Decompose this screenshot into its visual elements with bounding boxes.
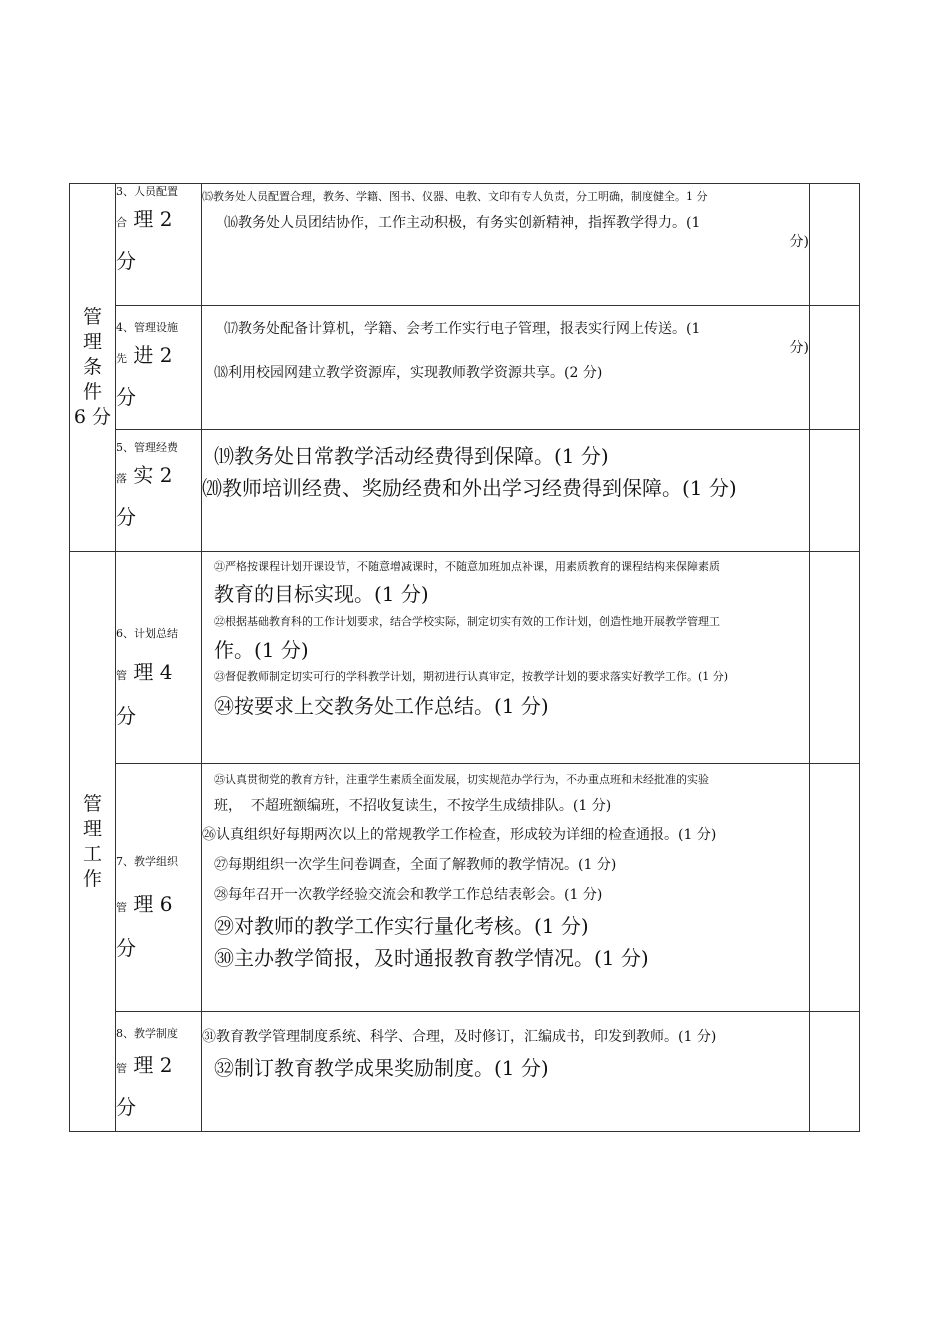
item-cell: 4、管理设施 先 进 2 分	[116, 306, 202, 430]
item-cell: 8、教学制度 管 理 2 分	[116, 1012, 202, 1132]
content-cell: ⒆教务处日常教学活动经费得到保障。(1 分) ⒇教师培训经费、奖励经费和外出学习经费得到保障。(1 分)	[202, 430, 810, 552]
table-row	[70, 764, 860, 1012]
score-cell	[810, 552, 860, 764]
category-cell: 管 理 条 件 6 分	[70, 184, 116, 552]
score-cell	[810, 306, 860, 430]
score-cell	[810, 430, 860, 552]
content-cell: ㉑严格按课程计划开课设节，不随意增减课时，不随意加班加点补课，用素质教育的课程结构来保障素质 教育的目标实现。(1 分) ㉒根据基础教育科的工作计划要求，结合学校实际，制定切实有效的工作计划，创造性地开展教学管理工 作。(1 分) ㉓督促教师制定切实可行的学科教学计划，期初进行认真审定，按教学计划的要求落实好教学工作。(1 分) ㉔按要求上交教务处工作总结。(1 分)	[202, 552, 810, 764]
item-cell: 5、管理经费 落 实 2 分	[116, 430, 202, 552]
content-cell: ⒂教务处人员配置合理，教务、学籍、图书、仪器、电教、文印有专人负责，分工明确，制度健全。1 分 ⒃教务处人员团结协作，工作主动积极，有务实创新精神，指挥教学得力。(1 分)	[202, 184, 810, 306]
item-cell: 3、人员配置 合 理 2 分	[116, 184, 202, 306]
score-cell	[810, 1012, 860, 1132]
score-cell	[810, 764, 860, 1012]
table-row	[70, 430, 860, 552]
table-row	[70, 184, 860, 306]
content-cell: ㉛教育教学管理制度系统、科学、合理，及时修订，汇编成书，印发到教师。(1 分) ㉜制订教育教学成果奖励制度。(1 分)	[202, 1012, 810, 1132]
item-cell: 6、计划总结 管 理 4 分	[116, 552, 202, 764]
score-cell	[810, 184, 860, 306]
table-row	[70, 306, 860, 430]
item-cell: 7、教学组织 管 理 6 分	[116, 764, 202, 1012]
content-cell: ㉕认真贯彻党的教育方针，注重学生素质全面发展，切实规范办学行为，不办重点班和未经批准的实验 班， 不超班额编班，不招收复读生，不按学生成绩排队。(1 分) ㉖认真组织好每期两次以上的常规教学工作检查，形成较为详细的检查通报。(1 分) ㉗每期组织一次学生问卷调查，全面了解教师的教学情况。(1 分) ㉘每年召开一次教学经验交流会和教学工作总结表彰会。(1 分) ㉙对教师的教学工作实行量化考核。(1 分) ㉚主办教学简报，及时通报教育教学情况。(1 分)	[202, 764, 810, 1012]
content-cell: ⒄教务处配备计算机，学籍、会考工作实行电子管理，报表实行网上传送。(1 分) ⒅利用校园网建立教学资源库，实现教师教学资源共享。(2 分)	[202, 306, 810, 430]
category-cell: 管 理 工 作	[70, 552, 116, 1132]
table-row	[70, 552, 860, 764]
table-row	[70, 1012, 860, 1132]
evaluation-table	[69, 183, 860, 1132]
